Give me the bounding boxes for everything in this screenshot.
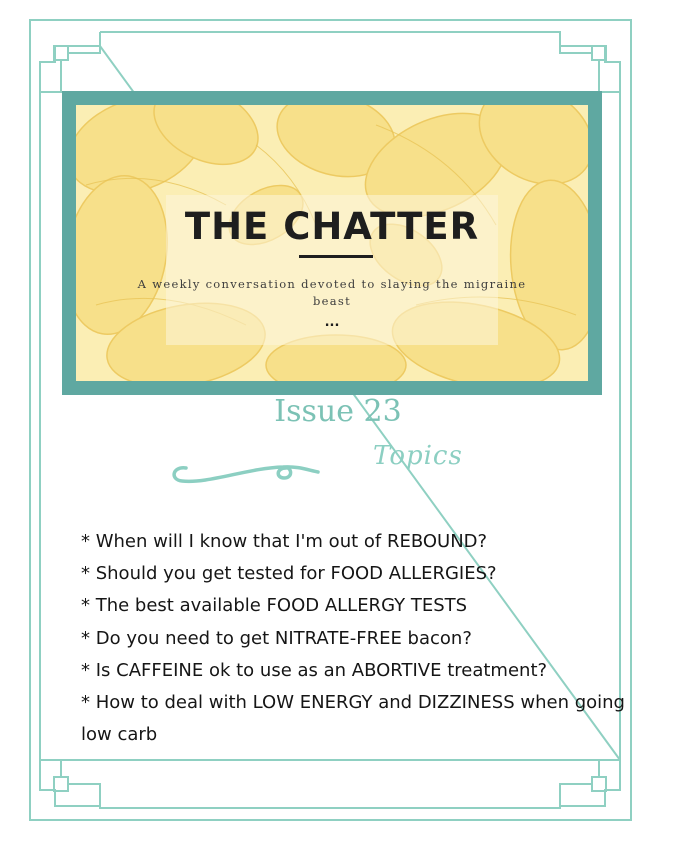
swirl-ornament xyxy=(168,454,338,494)
list-item: * How to deal with LOW ENERGY and DIZZINESS when going low carb xyxy=(81,692,625,746)
newsletter-title: THE CHATTER xyxy=(184,205,480,248)
title-underline xyxy=(299,255,373,258)
topic-list xyxy=(81,526,641,751)
hero-banner xyxy=(62,91,602,395)
ellipsis: ... xyxy=(324,315,340,330)
list-item: * Should you get tested for FOOD ALLERGIES? xyxy=(81,563,497,585)
issue-number: Issue 23 xyxy=(274,394,402,429)
list-item: * Is CAFFEINE ok to use as an ABORTIVE treatment? xyxy=(81,659,548,681)
list-item: * Do you need to get NITRATE-FREE bacon? xyxy=(81,627,472,649)
newsletter-subtitle: A weekly conversation devoted to slaying the migraine beast xyxy=(137,277,527,308)
list-item: * When will I know that I'm out of REBOUND? xyxy=(81,531,488,552)
topics-heading: Topics xyxy=(373,441,463,471)
list-item: * The best available FOOD ALLERGY TESTS xyxy=(81,595,468,617)
